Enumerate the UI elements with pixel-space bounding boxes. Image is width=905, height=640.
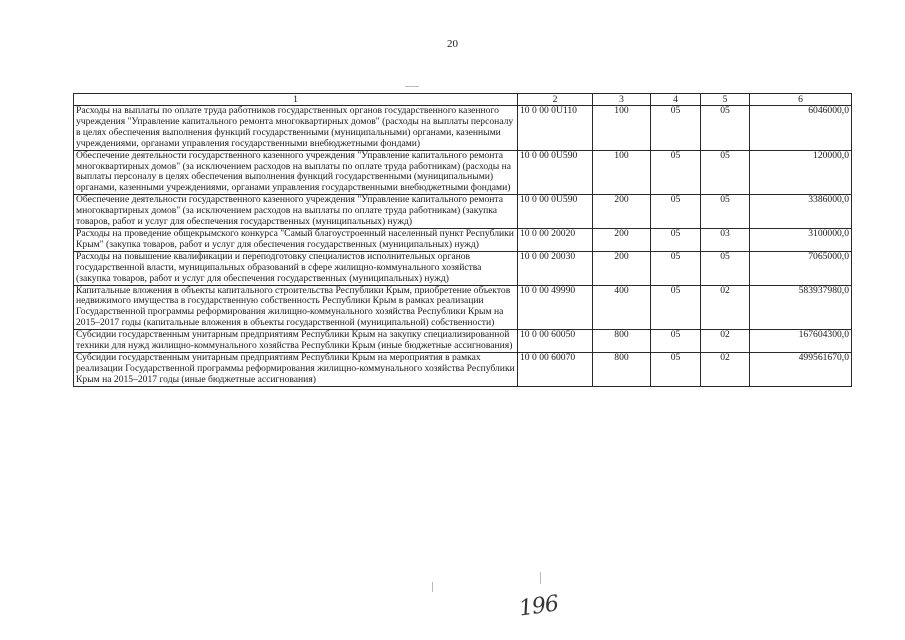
column-header: 6	[750, 94, 852, 106]
table-row	[74, 106, 852, 151]
row-col3: 200	[593, 195, 651, 229]
row-code: 10 0 00 0U590	[518, 150, 593, 195]
row-col4: 05	[651, 352, 701, 386]
row-col5: 05	[701, 106, 750, 151]
page-number: 20	[447, 38, 458, 50]
row-code: 10 0 00 0U590	[518, 195, 593, 229]
table-row	[74, 330, 852, 353]
table-row	[74, 285, 852, 330]
row-col4: 05	[651, 251, 701, 285]
row-col3: 200	[593, 251, 651, 285]
table-row	[74, 150, 852, 195]
row-col5: 05	[701, 251, 750, 285]
budget-table	[73, 93, 852, 387]
row-code: 10 0 00 0U110	[518, 106, 593, 151]
row-amount: 167604300,0	[750, 330, 852, 353]
row-col4: 05	[651, 106, 701, 151]
row-col4: 05	[651, 228, 701, 251]
row-col5: 05	[701, 195, 750, 229]
column-header: 1	[74, 94, 518, 106]
row-amount: 3100000,0	[750, 228, 852, 251]
row-amount: 499561670,0	[750, 352, 852, 386]
row-col4: 05	[651, 195, 701, 229]
row-col5: 02	[701, 285, 750, 330]
table-row	[74, 195, 852, 229]
row-description: Обеспечение деятельности государственного казенного учреждения "Управление капитального ремонта многоквартирных домов" (за исключением расходов на выплаты по оплате труда работникам) (закупка товаров, работ и услуг для обеспечения государственных (муниципальных) нужд)	[74, 195, 518, 229]
row-amount: 6046000,0	[750, 106, 852, 151]
row-code: 10 0 00 20030	[518, 251, 593, 285]
row-col3: 800	[593, 352, 651, 386]
scan-speck	[540, 572, 541, 584]
row-col5: 05	[701, 150, 750, 195]
column-header: 3	[593, 94, 651, 106]
row-col4: 05	[651, 330, 701, 353]
table-row	[74, 251, 852, 285]
row-code: 10 0 00 20020	[518, 228, 593, 251]
row-col3: 100	[593, 150, 651, 195]
row-amount: 7065000,0	[750, 251, 852, 285]
row-description: Расходы на выплаты по оплате труда работников государственных органов государственного казенного учреждения "Управление капитального ремонта многоквартирных домов" (расходы на выплаты персоналу в целях обеспечения выполнения функций государственными (муниципальными) органами, казенными учреждениями, органами управления государственными внебюджетными фондами)	[74, 106, 518, 151]
row-col5: 03	[701, 228, 750, 251]
row-col3: 400	[593, 285, 651, 330]
row-col5: 02	[701, 352, 750, 386]
row-description: Расходы на проведение общекрымского конкурса "Самый благоустроенный населенный пункт Республики Крым" (закупка товаров, работ и услуг для обеспечения государственных (муниципальных) нужд)	[74, 228, 518, 251]
row-col3: 100	[593, 106, 651, 151]
row-col4: 05	[651, 150, 701, 195]
scan-speck	[432, 582, 433, 592]
row-code: 10 0 00 60070	[518, 352, 593, 386]
row-code: 10 0 00 49990	[518, 285, 593, 330]
row-col4: 05	[651, 285, 701, 330]
column-header: 5	[701, 94, 750, 106]
table-row	[74, 352, 852, 386]
row-amount: 583937980,0	[750, 285, 852, 330]
row-description: Обеспечение деятельности государственного казенного учреждения "Управление капитального ремонта многоквартирных домов" (за исключением расходов на выплаты по оплате труда работникам) (расходы на выплаты персоналу в целях обеспечения выполнения функций государственными (муниципальными) органами, казенными учреждениями, органами управления государственными внебюджетными фондами)	[74, 150, 518, 195]
table-header-row	[74, 94, 852, 106]
row-col5: 02	[701, 330, 750, 353]
row-description: Субсидии государственным унитарным предприятиям Республики Крым на мероприятия в рамках реализации Государственной программы реформирования жилищно-коммунального хозяйства Республики Крым на 2015–2017 годы (иные бюджетные ассигнования)	[74, 352, 518, 386]
row-amount: 3386000,0	[750, 195, 852, 229]
row-description: Субсидии государственным унитарным предприятиям Республики Крым на закупку специализированной техники для нужд жилищно-коммунального хозяйства Республики Крым (иные бюджетные ассигнования)	[74, 330, 518, 353]
scan-speck	[405, 86, 419, 87]
handwritten-page-mark: 196	[517, 591, 560, 622]
row-description: Расходы на повышение квалификации и переподготовку специалистов исполнительных органов государственной власти, муниципальных образований в сфере жилищно-коммунального хозяйства (закупка товаров, работ и услуг для обеспечения государственных (муниципальных) нужд)	[74, 251, 518, 285]
table-row	[74, 228, 852, 251]
column-header: 2	[518, 94, 593, 106]
column-header: 4	[651, 94, 701, 106]
row-description: Капитальные вложения в объекты капитального строительства Республики Крым, приобретение объектов недвижимого имущества в государственную собственность Республики Крым в рамках реализации Государственной программы реформирования жилищно-коммунального хозяйства Республики Крым на 2015–2017 годы (капитальные вложения в объекты государственной (муниципальной) собственности)	[74, 285, 518, 330]
row-code: 10 0 00 60050	[518, 330, 593, 353]
row-col3: 200	[593, 228, 651, 251]
row-col3: 800	[593, 330, 651, 353]
row-amount: 120000,0	[750, 150, 852, 195]
